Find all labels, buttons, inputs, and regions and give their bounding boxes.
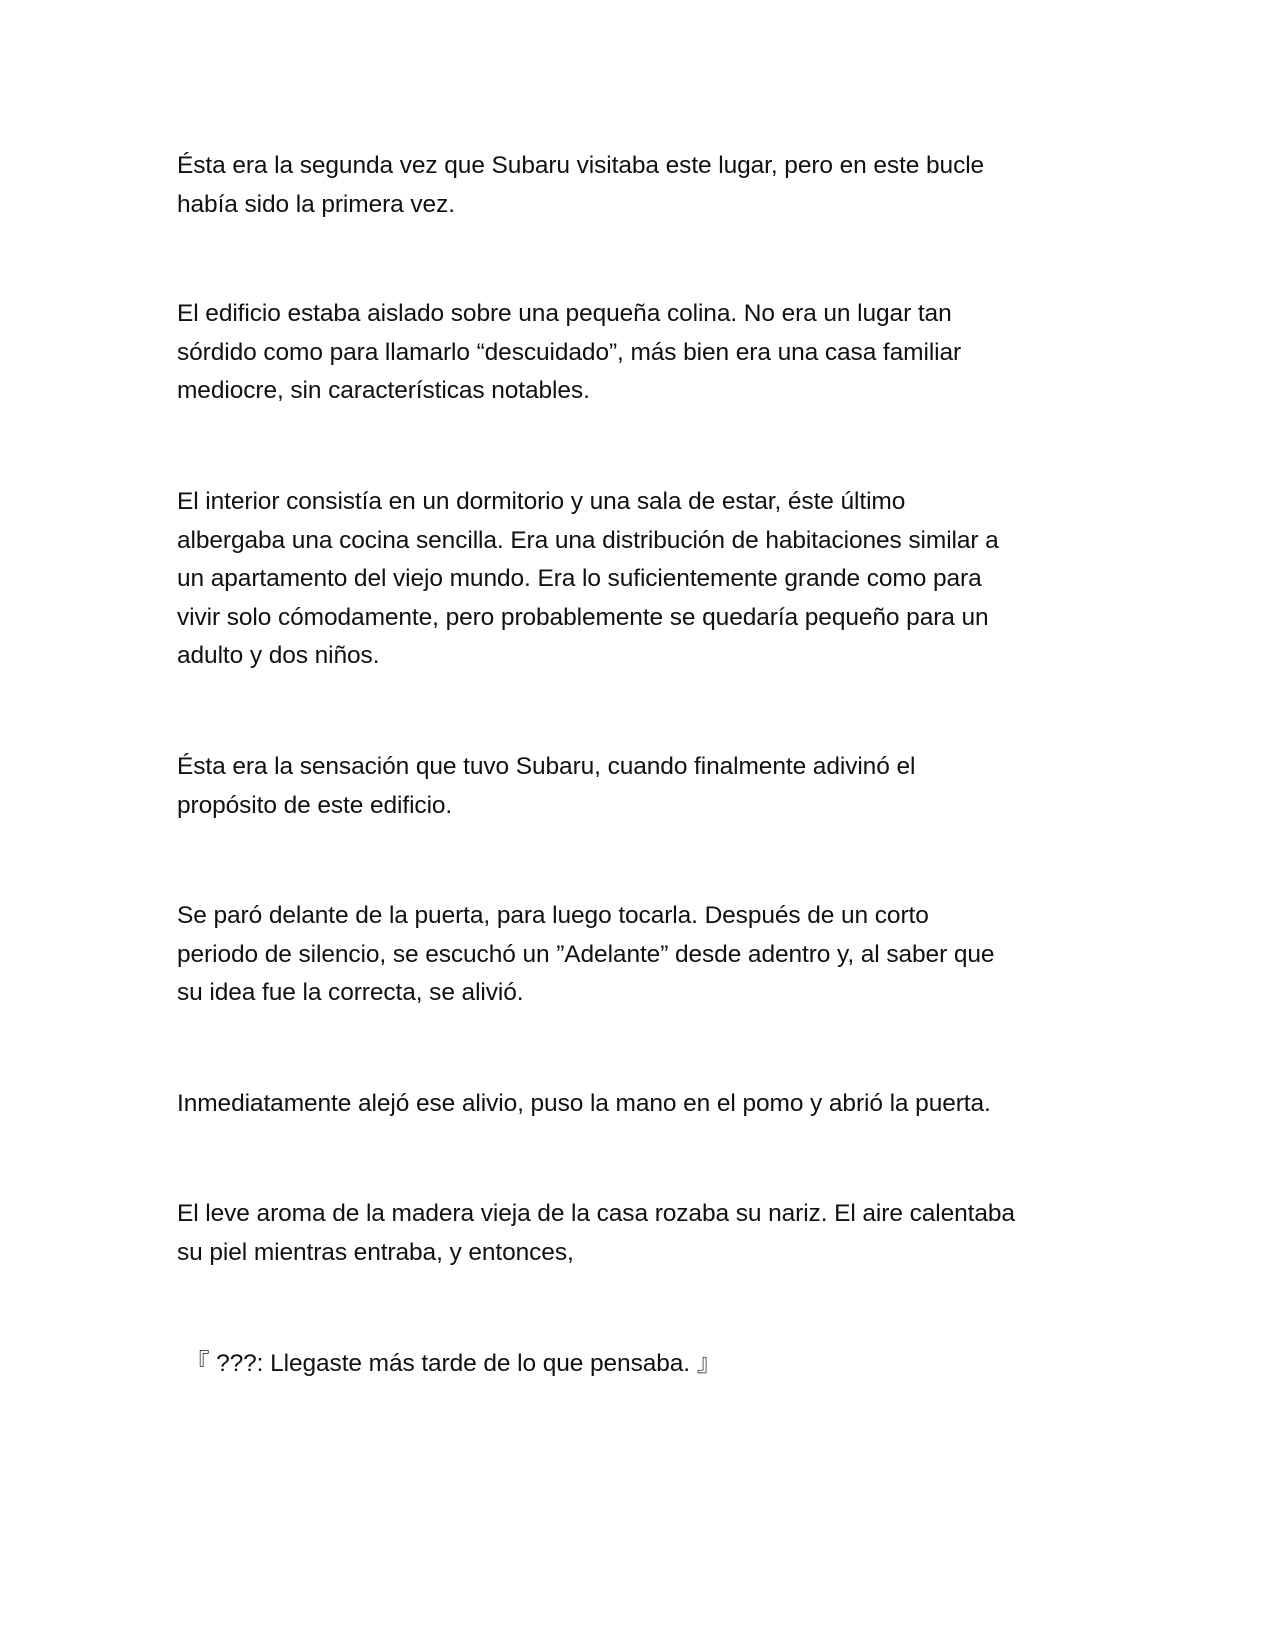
- paragraph-2: El edificio estaba aislado sobre una pequeña colina. No era un lugar tan sórdido como para llamarlo “descuidado”, más bien era una casa familiar mediocre, sin características notables.: [177, 300, 962, 404]
- paragraph-1: Ésta era la segunda vez que Subaru visitaba este lugar, pero en este bucle había sido la primera vez.: [177, 152, 985, 218]
- paragraph-4: Ésta era la sensación que tuvo Subaru, cuando finalmente adivinó el propósito de este edificio.: [177, 753, 916, 819]
- paragraph-7: El leve aroma de la madera vieja de la casa rozaba su nariz. El aire calentaba su piel mientras entraba, y entonces,: [177, 1200, 1015, 1266]
- dialogue-line: 『 ???: Llegaste más tarde de lo que pensaba. 』: [185, 1350, 722, 1377]
- paragraph-3: El interior consistía en un dormitorio y una sala de estar, éste último albergaba una cocina sencilla. Era una distribución de habitaciones similar a un apartamento del viejo mundo. Era lo suficientemente grande como para vivir solo cómodamente, pero probablemente se quedaría pequeño para un adulto y dos niños.: [177, 488, 999, 669]
- paragraph-5: Se paró delante de la puerta, para luego tocarla. Después de un corto periodo de silencio, se escuchó un ”Adelante” desde adentro y, al saber que su idea fue la correcta, se alivió.: [177, 902, 995, 1006]
- paragraph-6: Inmediatamente alejó ese alivio, puso la mano en el pomo y abrió la puerta.: [177, 1090, 991, 1117]
